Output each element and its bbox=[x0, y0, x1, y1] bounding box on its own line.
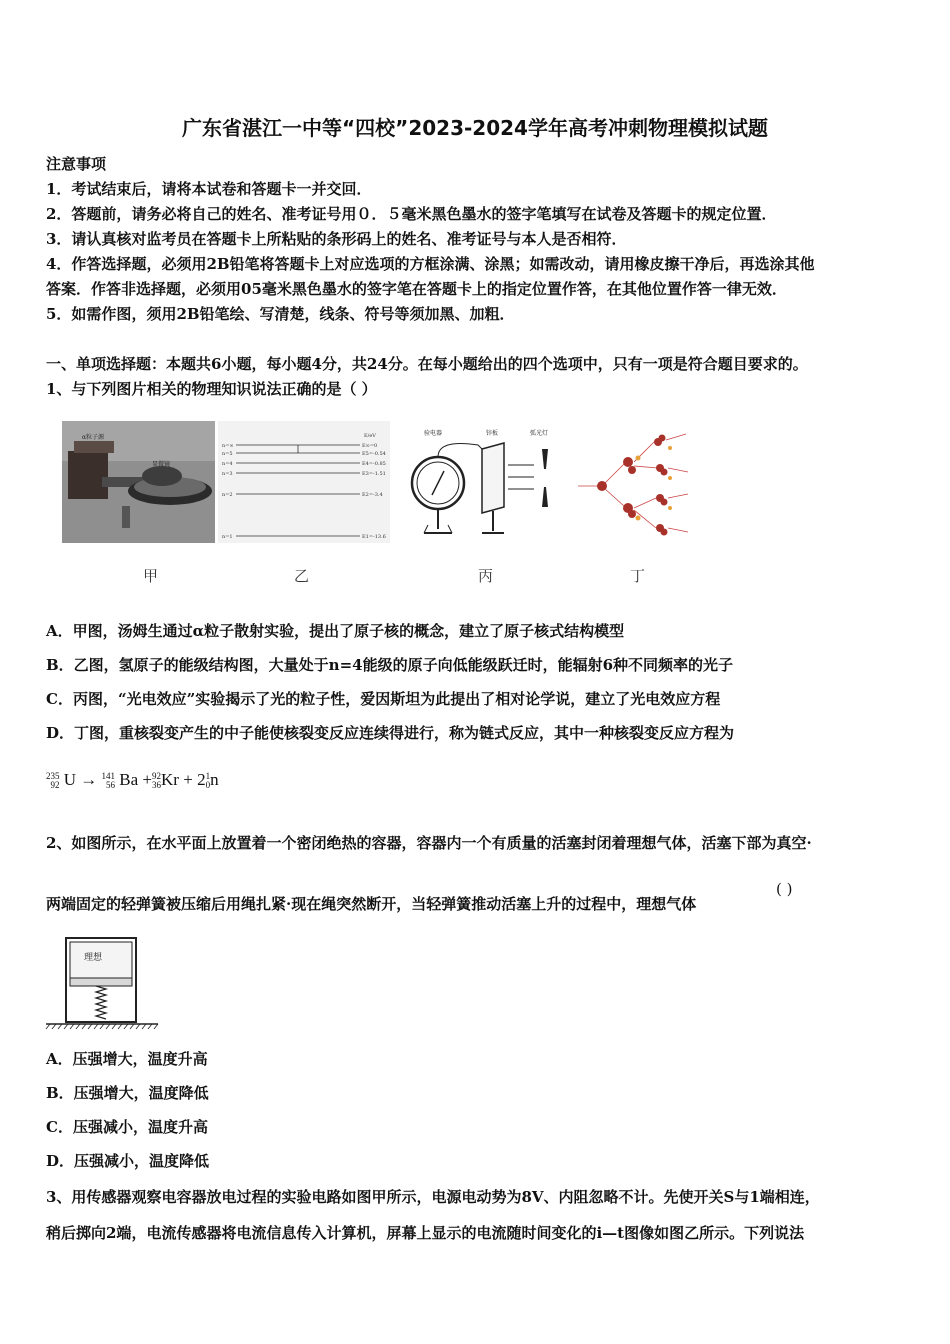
question-2-stem-line1: 2、如图所示，在水平面上放置着一个密闭绝热的容器，容器内一个有质量的活塞封闭着理想气体，活塞下部为真空· bbox=[46, 834, 812, 852]
fig-label: 弧光灯 bbox=[530, 430, 549, 437]
level-label: n=∞ bbox=[222, 443, 234, 449]
notice-item: 答案．作答非选择题，必须用05毫米黑色墨水的签字笔在答题卡上的指定位置作答，在其他位置作答一律无效． bbox=[46, 280, 787, 298]
plus-symbol: + bbox=[142, 770, 153, 789]
figure-bing bbox=[398, 425, 570, 543]
neutron-coef: 2 bbox=[197, 770, 206, 789]
u-mass: 235 bbox=[46, 771, 60, 782]
level-label: n=2 bbox=[222, 492, 233, 498]
question-2-stem-line2: 两端固定的轻弹簧被压缩后用绳扎紧·现在绳突然断开，当轻弹簧推动活塞上升的过程中，理想气体 bbox=[46, 895, 697, 913]
notice-heading: 注意事项 bbox=[46, 155, 107, 173]
section-heading: 一、单项选择题：本题共6小题，每小题4分，共24分。在每小题给出的四个选项中，只有一项是符合题目要求的。 bbox=[46, 355, 808, 373]
u-symbol: U bbox=[63, 770, 77, 789]
arrow-symbol: → bbox=[80, 770, 98, 789]
figure-caption-jia: 甲 bbox=[143, 567, 159, 585]
gas-label: 理想 bbox=[84, 953, 103, 963]
n-mass: 1 bbox=[205, 771, 211, 782]
notice-item: 2．答题前，请务必将自己的姓名、准考证号用０．５毫米黑色墨水的签字笔填写在试卷及答题卡的规定位置． bbox=[46, 205, 777, 223]
q1-option-b: B．乙图，氢原子的能级结构图，大量处于n=4能级的原子向低能级跃迁时，能辐射6种不同频率的光子 bbox=[46, 656, 734, 674]
level-label: n=3 bbox=[222, 471, 233, 477]
chain-reaction-diagram bbox=[574, 428, 696, 540]
energy-level-diagram bbox=[218, 421, 390, 543]
q2-option-b: B．压强增大，温度降低 bbox=[46, 1084, 209, 1102]
question-3-stem-line1: 3、用传感器观察电容器放电过程的实验电路如图甲所示，电源电动势为8V、内阻忽略不计。先使开关S与1端相连， bbox=[46, 1188, 820, 1206]
level-label: n=4 bbox=[222, 461, 233, 467]
figure-ding bbox=[574, 428, 696, 540]
level-label: n=5 bbox=[222, 451, 233, 457]
kr-num: 36 bbox=[152, 780, 162, 791]
svg-text:显微镜: 显微镜 bbox=[152, 461, 171, 468]
energy-value: E∞=0 bbox=[362, 443, 378, 449]
q2-option-c: C．压强减小，温度升高 bbox=[46, 1118, 208, 1136]
n-num: 0 bbox=[205, 780, 211, 791]
piston-container-diagram bbox=[44, 936, 160, 1030]
answer-paren: ( ) bbox=[776, 880, 793, 898]
energy-axis-label: E/eV bbox=[364, 433, 376, 439]
figure-caption-bing: 丙 bbox=[478, 567, 494, 585]
q2-option-a: A．压强增大，温度升高 bbox=[46, 1050, 208, 1068]
photoelectric-apparatus bbox=[398, 425, 570, 543]
figure-caption-yi: 乙 bbox=[294, 567, 310, 585]
notice-item: 5．如需作图，须用2B铅笔绘、写清楚，线条、符号等须加黑、加粗． bbox=[46, 305, 515, 323]
ba-symbol: Ba bbox=[119, 770, 139, 789]
figure-jia bbox=[62, 421, 215, 543]
question-3-stem-line2: 稍后掷向2端，电流传感器将电流信息传入计算机，屏幕上显示的电流随时间变化的i—t图像如图乙所示。下列说法 bbox=[46, 1224, 805, 1242]
u-num: 92 bbox=[50, 780, 60, 791]
notice-item: 1．考试结束后，请将本试卷和答题卡一并交回． bbox=[46, 180, 372, 198]
figure-container bbox=[44, 936, 160, 1030]
ba-num: 56 bbox=[106, 780, 116, 791]
rutherford-apparatus-image bbox=[62, 421, 215, 543]
level-label: n=1 bbox=[222, 534, 233, 540]
figure-caption-ding: 丁 bbox=[630, 567, 646, 585]
q1-option-a: A．甲图，汤姆生通过α粒子散射实验，提出了原子核的概念，建立了原子核式结构模型 bbox=[46, 622, 625, 640]
q1-option-d: D．丁图，重核裂变产生的中子能使核裂变反应连续得进行，称为链式反应，其中一种核裂变反应方程为 bbox=[46, 724, 735, 742]
energy-value: E2=-3.4 bbox=[362, 492, 383, 498]
svg-text:α粒子源: α粒子源 bbox=[82, 434, 105, 441]
plus-symbol: + bbox=[183, 770, 193, 789]
n-symbol: n bbox=[210, 770, 219, 789]
energy-value: E3=-1.51 bbox=[362, 471, 386, 477]
ba-mass: 141 bbox=[101, 771, 116, 782]
notice-item: 3．请认真核对监考员在答题卡上所粘贴的条形码上的姓名、准考证号与本人是否相符． bbox=[46, 230, 627, 248]
energy-value: E1=-13.6 bbox=[362, 534, 386, 540]
figure-yi bbox=[218, 421, 390, 543]
kr-mass: 92 bbox=[152, 771, 162, 782]
page-title: 广东省湛江一中等“四校”2023-2024学年高考冲刺物理模拟试题 bbox=[182, 116, 768, 140]
kr-symbol: Kr bbox=[161, 770, 179, 789]
question-1-stem: 1、与下列图片相关的物理知识说法正确的是（ ） bbox=[46, 380, 377, 398]
q1-option-c: C．丙图，“光电效应”实验揭示了光的粒子性，爱因斯坦为此提出了相对论学说，建立了光电效应方程 bbox=[46, 690, 721, 708]
fission-equation bbox=[46, 770, 219, 790]
energy-value: E4=-0.85 bbox=[362, 461, 386, 467]
q2-option-d: D．压强减小，温度降低 bbox=[46, 1152, 210, 1170]
energy-value: E5=-0.54 bbox=[362, 451, 386, 457]
fig-label: 验电器 bbox=[424, 430, 443, 437]
notice-item: 4．作答选择题，必须用2B铅笔将答题卡上对应选项的方框涂满、涂黑；如需改动，请用橡皮擦干净后，再选涂其他 bbox=[46, 255, 815, 273]
fig-label: 锌板 bbox=[486, 430, 499, 437]
